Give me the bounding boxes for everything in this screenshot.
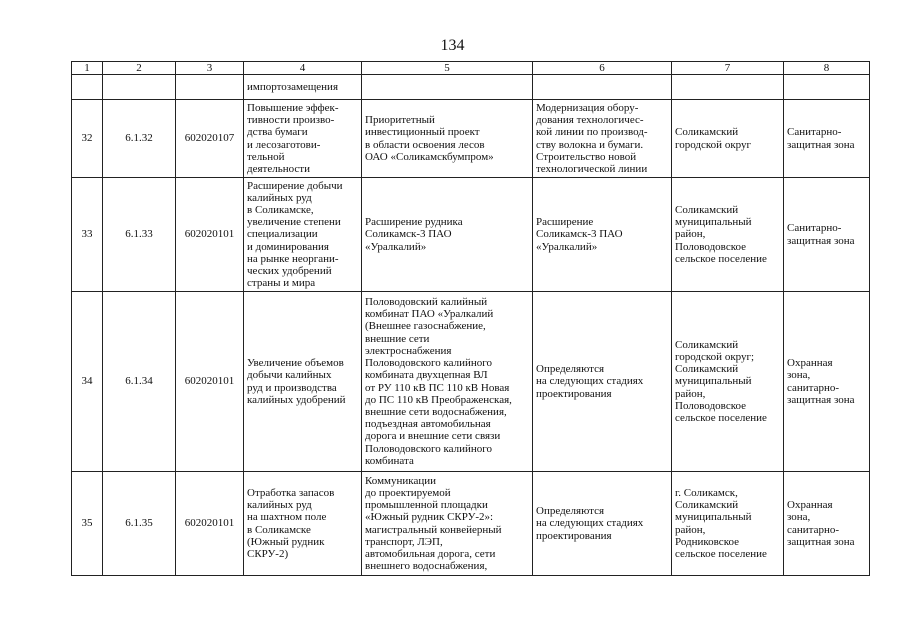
- row-goal: Отработка запасов калийных руд на шахтном поле в Соликамске (Южный рудник СКРУ-2): [244, 472, 362, 576]
- header-cell-7: 7: [672, 62, 784, 75]
- cont-cell-2: [103, 75, 176, 100]
- row-goal: Повышение эффек- тивности произво- дства бумаги и лесозаготови- тельной деятельности: [244, 100, 362, 178]
- cont-cell-3: [176, 75, 244, 100]
- row-number: 32: [72, 100, 103, 178]
- row-code: 6.1.33: [103, 178, 176, 292]
- header-cell-4: 4: [244, 62, 362, 75]
- table-row: [72, 178, 870, 292]
- cont-cell-5: [362, 75, 533, 100]
- row-characteristics: Модернизация обору- дования технологичес- кой линии по производ- ству волокна и бумаги. Строительство новой технологической линии: [533, 100, 672, 178]
- row-object: Коммуникации до проектируемой промышленной площадки «Южный рудник СКРУ-2»: магистральный конвейерный транспорт, ЛЭП, автомобильная дорога, сети внешнего водоснабжения,: [362, 472, 533, 576]
- row-number: 33: [72, 178, 103, 292]
- row-code: 6.1.35: [103, 472, 176, 576]
- page-number: 134: [440, 37, 465, 54]
- row-code: 6.1.34: [103, 292, 176, 472]
- row-characteristics: Определяются на следующих стадиях проектирования: [533, 472, 672, 576]
- row-zone: Охранная зона, санитарно- защитная зона: [784, 292, 870, 472]
- row-code: 6.1.32: [103, 100, 176, 178]
- row-zone: Санитарно- защитная зона: [784, 100, 870, 178]
- row-goal: Расширение добычи калийных руд в Соликамске, увеличение степени специализации и доминирования на рынке неоргани- ческих удобрений страны и мира: [244, 178, 362, 292]
- cont-cell-7: [672, 75, 784, 100]
- row-number: 35: [72, 472, 103, 576]
- header-cell-6: 6: [533, 62, 672, 75]
- row-object: Расширение рудника Соликамск-3 ПАО «Уралкалий»: [362, 178, 533, 292]
- row-kbk: 602020101: [176, 178, 244, 292]
- cont-cell-goal: импортозамещения: [244, 75, 362, 100]
- row-characteristics: Расширение Соликамск-3 ПАО «Уралкалий»: [533, 178, 672, 292]
- header-row: [72, 62, 870, 75]
- table-row: [72, 100, 870, 178]
- header-cell-3: 3: [176, 62, 244, 75]
- row-zone: Санитарно- защитная зона: [784, 178, 870, 292]
- cont-cell-8: [784, 75, 870, 100]
- row-location: Соликамский муниципальный район, Половодовское сельское поселение: [672, 178, 784, 292]
- row-kbk: 602020101: [176, 292, 244, 472]
- row-location: г. Соликамск, Соликамский муниципальный район, Родниковское сельское поселение: [672, 472, 784, 576]
- row-location: Соликамский городской округ: [672, 100, 784, 178]
- cont-cell-6: [533, 75, 672, 100]
- row-object: Половодовский калийный комбинат ПАО «Уралкалий (Внешнее газоснабжение, внешние сети электроснабжения Половодовского калийного комбината двухцепная ВЛ от РУ 110 кВ ПС 110 кВ Новая до ПС 110 кВ Преображенская, внешние сети водоснабжения, подъездная автомобильная дорога и внешние сети связи Половодовского калийного комбината: [362, 292, 533, 472]
- row-kbk: 602020101: [176, 472, 244, 576]
- row-goal: Увеличение объемов добычи калийных руд и производства калийных удобрений: [244, 292, 362, 472]
- header-cell-5: 5: [362, 62, 533, 75]
- header-cell-2: 2: [103, 62, 176, 75]
- row-characteristics: Определяются на следующих стадиях проектирования: [533, 292, 672, 472]
- cont-cell-1: [72, 75, 103, 100]
- row-kbk: 602020107: [176, 100, 244, 178]
- row-zone: Охранная зона, санитарно- защитная зона: [784, 472, 870, 576]
- table-row: [72, 292, 870, 472]
- row-location: Соликамский городской округ; Соликамский муниципальный район, Половодовское сельское поселение: [672, 292, 784, 472]
- plan-table: [71, 61, 870, 576]
- row-object: Приоритетный инвестиционный проект в области освоения лесов ОАО «Соликамскбумпром»: [362, 100, 533, 178]
- header-cell-8: 8: [784, 62, 870, 75]
- header-cell-1: 1: [72, 62, 103, 75]
- table-row: [72, 472, 870, 576]
- continuation-row: [72, 75, 870, 100]
- row-number: 34: [72, 292, 103, 472]
